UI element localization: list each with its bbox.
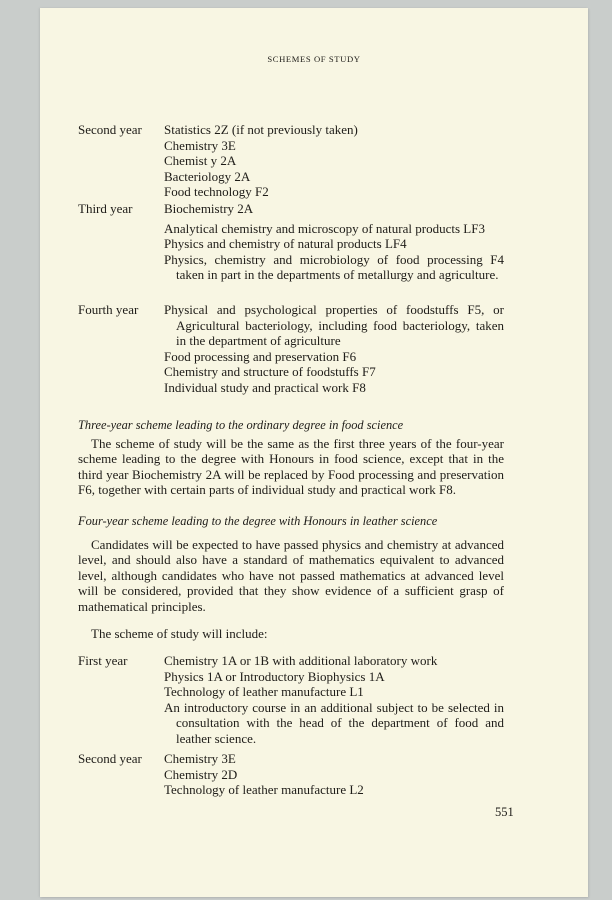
course-item: Technology of leather manufacture L2 (164, 782, 364, 797)
year-label: Third year (78, 201, 133, 216)
course-item: Food technology F2 (164, 184, 269, 199)
course-item: Biochemistry 2A (164, 201, 254, 216)
course-list (164, 201, 504, 283)
course-item: Bacteriology 2A (164, 168, 251, 184)
course-list (164, 751, 504, 798)
course-item: Chemistry 3E (164, 751, 236, 766)
course-list (164, 653, 504, 746)
course-item: An introductory course in an additional subject to be selected in consultation with the head of the department of food and leather science. (164, 699, 504, 746)
course-item: Physical and psychological properties of foodstuffs F5, or Agricultural bacteriology, including food bacteriology, taken in the department of agriculture (164, 302, 504, 348)
course-list (164, 122, 504, 200)
course-list (164, 302, 504, 395)
year-label: Second year (78, 122, 142, 137)
course-item: Physics and chemistry of natural products LF4 (164, 236, 407, 251)
year-label: Fourth year (78, 302, 139, 317)
year-label: Second year (78, 751, 142, 766)
section-heading: Four-year scheme leading to the degree with Honours in leather science (78, 514, 438, 528)
course-item: Analytical chemistry and microscopy of natural products LF3 (164, 220, 485, 236)
course-item: Chemistry and structure of foodstuffs F7 (164, 364, 376, 379)
course-item: Physics, chemistry and microbiology of food processing F4 taken in part in the departments of metallurgy and agriculture. (164, 251, 504, 282)
course-item: Chemistry 3E (164, 137, 236, 153)
course-item: Chemistry 2D (164, 766, 238, 782)
course-item: Physics 1A or Introductory Biophysics 1A (164, 668, 385, 684)
paragraph: Candidates will be expected to have passed physics and chemistry at advanced level, and should also have a standard of mathematics equivalent to advanced level, although candidates who have not passed mathematics at advanced level will be considered, provided that they show evidence of a sufficient grasp of mathematical principles. (78, 537, 504, 614)
page-number: 551 (495, 805, 514, 819)
section-heading: Three-year scheme leading to the ordinary degree in food science (78, 418, 404, 432)
course-item: Individual study and practical work F8 (164, 379, 366, 395)
course-item: Statistics 2Z (if not previously taken) (164, 122, 358, 137)
year-label: First year (78, 653, 128, 668)
course-item: Food processing and preservation F6 (164, 348, 357, 364)
course-item: Chemist y 2A (164, 153, 237, 168)
course-item: Technology of leather manufacture L1 (164, 684, 364, 699)
paragraph: The scheme of study will be the same as the first three years of the four-year scheme leading to the degree with Honours in food science, except that in the third year Biochemistry 2A will be replaced by Food processing and preservation F6, together with certain parts of individual study and practical work F8. (78, 436, 504, 498)
book-page (40, 8, 588, 897)
running-head: SCHEMES OF STUDY (267, 54, 361, 64)
scheme-intro: The scheme of study will include: (91, 626, 268, 641)
course-item: Chemistry 1A or 1B with additional laboratory work (164, 653, 438, 668)
